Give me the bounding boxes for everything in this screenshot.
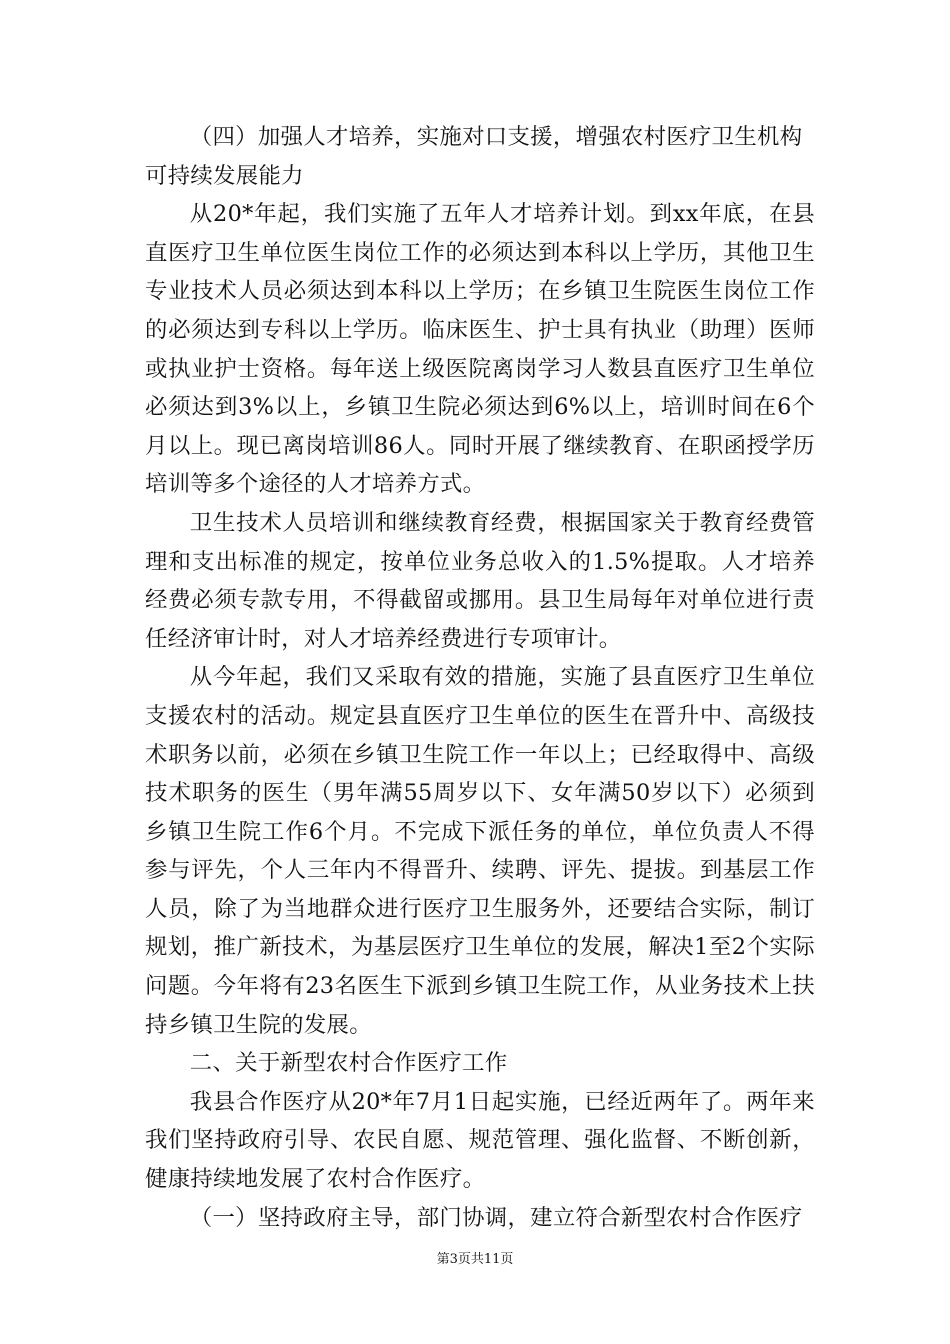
section-heading-1: （一）坚持政府主导，部门协调，建立符合新型农村合作医疗 [189, 1204, 803, 1231]
page-number: 第3页共11页 [436, 1252, 514, 1267]
paragraph-rural-support: 从今年起，我们又采取有效的措施，实施了县直医疗卫生单位支援农村的活动。规定县直医疗卫生单位的医生在晋升中、高级技术职务以前，必须在乡镇卫生院工作一年以上；已经取得中、高级技术职务的医生（男年满55周岁以下、女年满50岁以下）必须到乡镇卫生院工作6个月。不完成下派任务的单位，单位负责人不得参与评先，个人三年内不得晋升、续聘、评先、提拔。到基层工作人员，除了为当地群众进行医疗卫生服务外，还要结合实际，制订规划，推广新技术，为基层医疗卫生单位的发展，解决1至2个实际问题。今年将有23名医生下派到乡镇卫生院工作，从业务技术上扶持乡镇卫生院的发展。 [145, 664, 815, 1038]
paragraph-training-funds: 卫生技术人员培训和继续教育经费，根据国家关于教育经费管理和支出标准的规定，按单位业务总收入的1.5%提取。人才培养经费必须专款专用，不得截留或挪用。县卫生局每年对单位进行责任经济审计时，对人才培养经费进行专项审计。 [145, 509, 815, 652]
document-body [145, 118, 815, 1237]
page-footer [0, 1248, 950, 1267]
section-heading-4: （四）加强人才培养，实施对口支援，增强农村医疗卫生机构可持续发展能力 [145, 124, 803, 189]
paragraph-cooperative-medical: 我县合作医疗从20*年7月1日起实施，已经近两年了。两年来我们坚持政府引导、农民自愿、规范管理、强化监督、不断创新，健康持续地发展了农村合作医疗。 [145, 1088, 815, 1193]
section-heading-2: 二、关于新型农村合作医疗工作 [189, 1050, 508, 1077]
paragraph-talent-plan: 从20*年起，我们实施了五年人才培养计划。到xx年底，在县直医疗卫生单位医生岗位工作的必须达到本科以上学历，其他卫生专业技术人员必须达到本科以上学历；在乡镇卫生院医生岗位工作的必须达到专科以上学历。临床医生、护士具有执业（助理）医师或执业护士资格。每年送上级医院离岗学习人数县直医疗卫生单位必须达到3%以上，乡镇卫生院必须达到6%以上，培训时间在6个月以上。现已离岗培训86人。同时开展了继续教育、在职函授学历培训等多个途径的人才培养方式。 [145, 201, 815, 498]
